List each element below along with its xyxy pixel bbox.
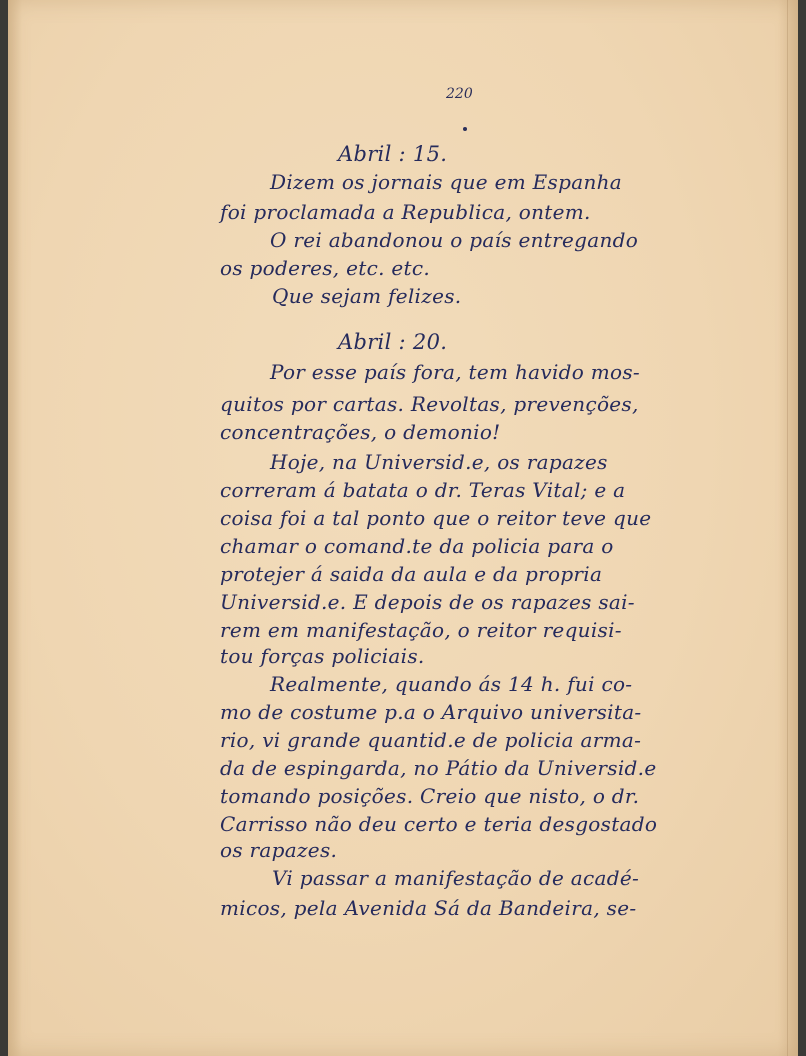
page-number: 220	[446, 86, 473, 102]
manuscript-line: rio, vi grande quantid.e de policia arma-	[220, 728, 642, 752]
manuscript-line: chamar o comand.te da policia para o	[220, 534, 614, 558]
ink-dot	[463, 127, 467, 131]
entry-heading-april-15: Abril : 15.	[338, 142, 448, 166]
manuscript-line: Dizem os jornais que em Espanha	[270, 170, 623, 194]
manuscript-line: Hoje, na Universid.e, os rapazes	[270, 450, 608, 474]
manuscript-line: concentrações, o demonio!	[220, 420, 501, 444]
manuscript-line: tou forças policiais.	[220, 644, 425, 668]
manuscript-line: foi proclamada a Republica, ontem.	[220, 200, 591, 224]
manuscript-line: tomando posições. Creio que nisto, o dr.	[220, 784, 640, 808]
manuscript-line: Vi passar a manifestação de acadé-	[272, 866, 640, 890]
manuscript-line: rem em manifestação, o reitor requisi-	[220, 618, 622, 642]
page-fold-line	[787, 0, 788, 1056]
page-left-shadow	[8, 0, 22, 1056]
manuscript-line: mo de costume p.a o Arquivo universita-	[220, 700, 642, 724]
manuscript-line: Que sejam felizes.	[272, 284, 462, 308]
manuscript-line: coisa foi a tal ponto que o reitor teve que	[220, 506, 652, 530]
manuscript-line: Carrisso não deu certo e teria desgostado	[220, 812, 658, 836]
manuscript-line: Realmente, quando ás 14 h. fui co-	[270, 672, 633, 696]
manuscript-line: protejer á saida da aula e da propria	[220, 562, 603, 586]
manuscript-page	[8, 0, 798, 1056]
manuscript-line: quitos por cartas. Revoltas, prevenções,	[220, 392, 639, 416]
manuscript-line: Universid.e. E depois de os rapazes sai-	[220, 590, 635, 614]
manuscript-line: micos, pela Avenida Sá da Bandeira, se-	[220, 896, 637, 920]
entry-heading-april-20: Abril : 20.	[338, 330, 448, 354]
manuscript-line: os rapazes.	[220, 838, 338, 862]
manuscript-line: correram á batata o dr. Teras Vital; e a	[220, 478, 626, 502]
manuscript-line: os poderes, etc. etc.	[220, 256, 431, 280]
manuscript-line: O rei abandonou o país entregando	[270, 228, 639, 252]
manuscript-line: Por esse país fora, tem havido mos-	[270, 360, 640, 384]
manuscript-line: da de espingarda, no Pátio da Universid.e	[220, 756, 657, 780]
page-right-shadow	[778, 0, 798, 1056]
